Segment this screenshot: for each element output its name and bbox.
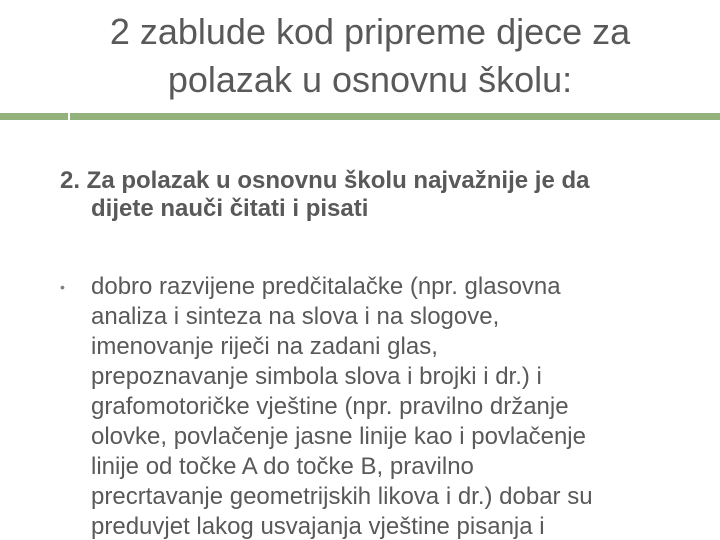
subheading-line-2: dijete nauči čitati i pisati — [91, 195, 369, 222]
bullet-line-2: analiza i sinteza na slova i na slogove, — [91, 303, 500, 330]
bullet-icon: • — [60, 279, 65, 295]
slide-subheading — [60, 167, 720, 223]
bullet-line-6: olovke, povlačenje jasne linije kao i povlačenje — [91, 423, 586, 450]
slide-title-line-2: polazak u osnovnu školu: — [167, 59, 573, 100]
bullet-text — [91, 272, 711, 540]
subheading-line-1: 2. Za polazak u osnovnu školu najvažnije je da — [60, 167, 590, 194]
bullet-line-5: grafomotoričke vještine (npr. pravilno držanje — [91, 393, 569, 420]
bullet-line-4: prepoznavanje simbola slova i brojki i dr.) i — [91, 363, 542, 390]
bullet-line-9: preduvjet lakog usvajanja vještine pisanja i — [91, 513, 545, 540]
title-divider — [70, 113, 720, 120]
bullet-line-7: linije od točke A do točke B, pravilno — [91, 453, 474, 480]
bullet-line-8: precrtavanje geometrijskih likova i dr.) dobar su — [91, 483, 593, 510]
slide-title — [40, 8, 700, 104]
slide-title-line-1: 2 zablude kod pripreme djece za — [109, 11, 631, 52]
title-divider-left — [0, 113, 68, 120]
bullet-line-1: dobro razvijene predčitalačke (npr. glasovna — [91, 273, 561, 300]
bullet-line-3: imenovanje riječi na zadani glas, — [91, 333, 438, 360]
